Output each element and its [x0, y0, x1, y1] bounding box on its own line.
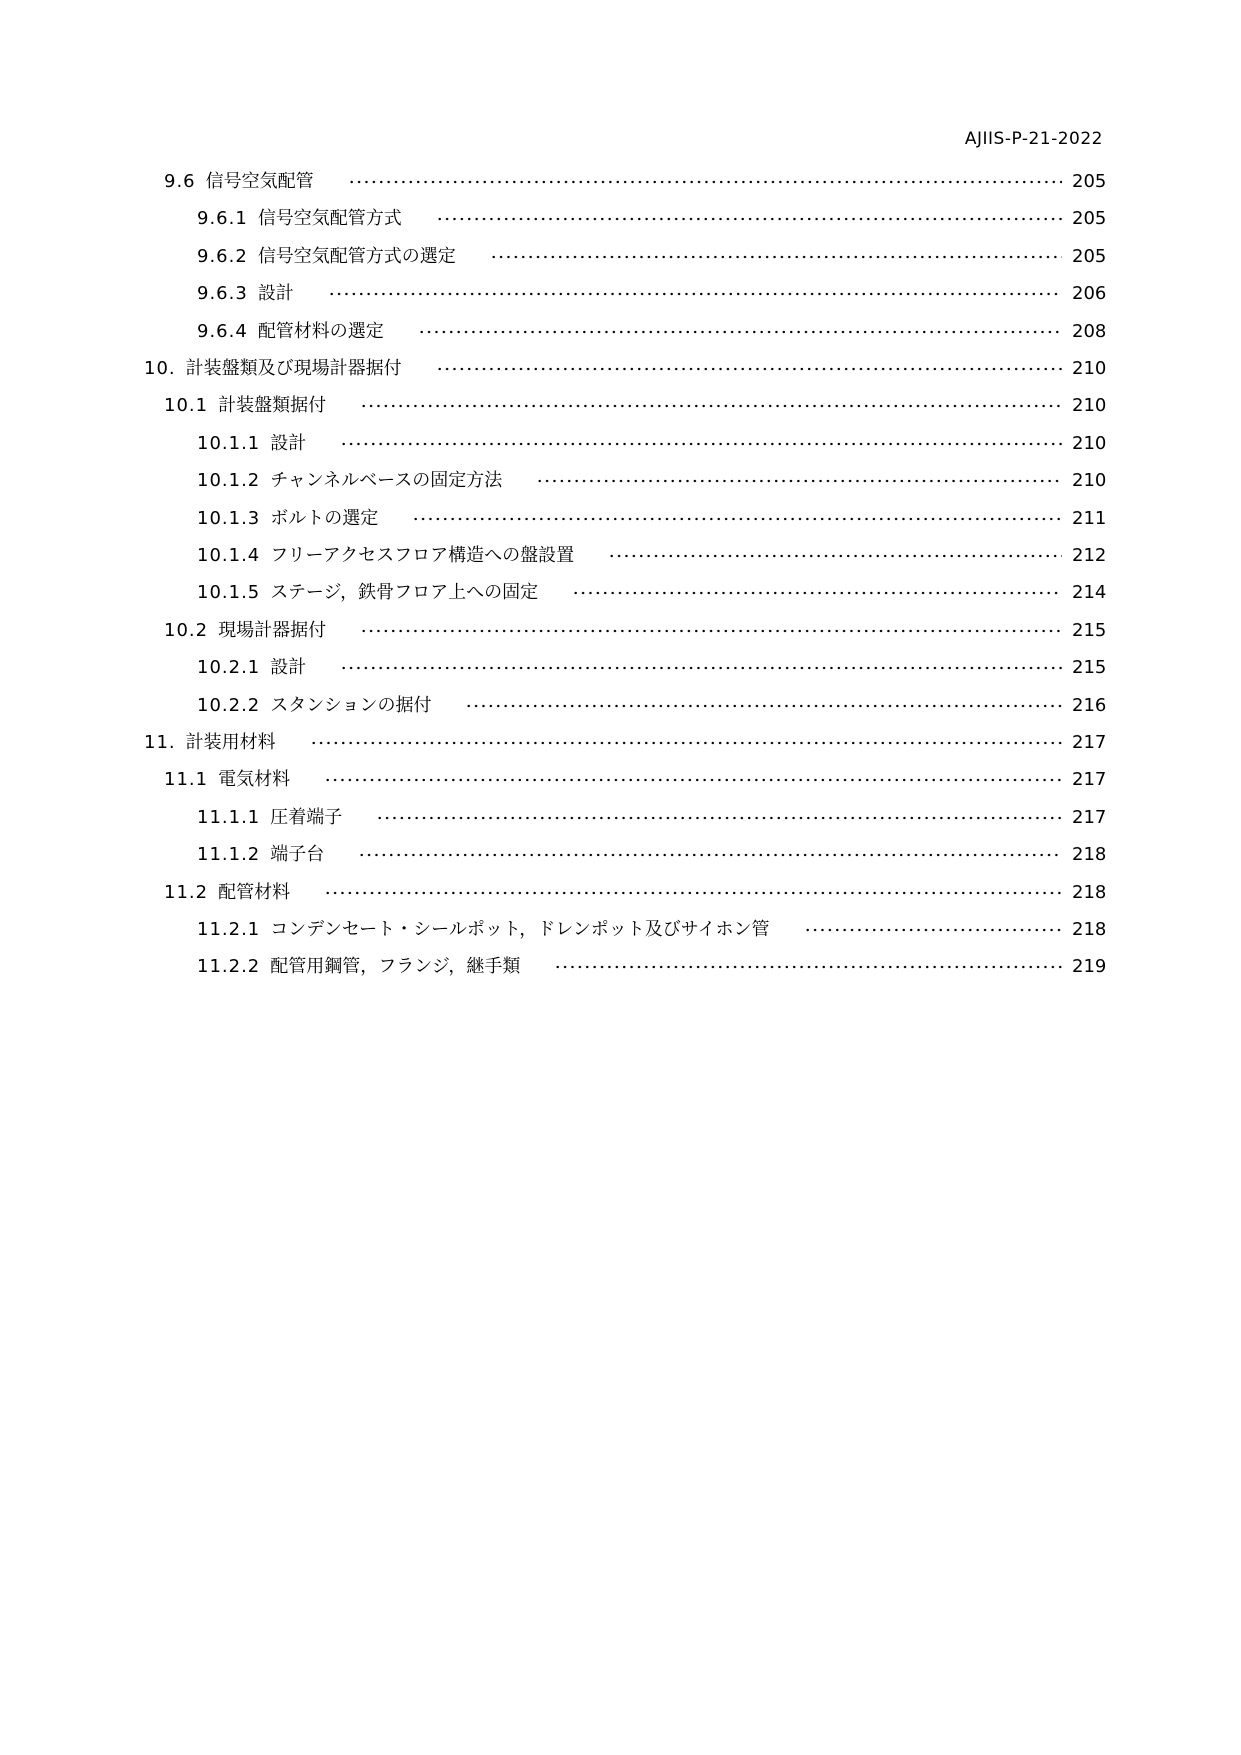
toc-entry-number: 10.1.4	[197, 545, 261, 566]
toc-entry-page: 217	[1072, 732, 1107, 753]
toc-entry-page: 219	[1072, 956, 1107, 977]
toc-dot-leader	[358, 843, 1062, 867]
toc-entry-number: 11.2	[164, 882, 209, 903]
toc-dot-leader	[340, 432, 1062, 456]
toc-entry-title: 設計	[270, 433, 307, 454]
toc-entry[interactable]	[197, 694, 1107, 718]
toc-entry[interactable]	[197, 320, 1107, 344]
toc-dot-leader	[465, 694, 1062, 718]
toc-dot-leader	[340, 656, 1062, 680]
toc-entry-page: 212	[1072, 545, 1107, 566]
toc-entry-title: 計装用材料	[185, 732, 276, 753]
toc-entry-number: 11.2.1	[197, 919, 261, 940]
toc-entry-page: 215	[1072, 620, 1107, 641]
toc-entry[interactable]	[197, 843, 1107, 867]
toc-entry[interactable]	[197, 245, 1107, 269]
toc-entry-page: 216	[1072, 695, 1107, 716]
toc-entry[interactable]	[197, 432, 1107, 456]
toc-entry-number: 10.2.1	[197, 657, 261, 678]
toc-entry-page: 211	[1072, 508, 1107, 529]
toc-entry-title: 端子台	[270, 844, 325, 865]
toc-entry-title: 配管材料の選定	[257, 321, 384, 342]
toc-entry-page: 205	[1072, 171, 1107, 192]
toc-dot-leader	[804, 918, 1063, 942]
toc-dot-leader	[360, 394, 1062, 418]
toc-entry-page: 206	[1072, 283, 1107, 304]
toc-entry[interactable]	[197, 207, 1107, 231]
toc-entry-number: 10.1.1	[197, 433, 261, 454]
toc-entry-title: 設計	[270, 657, 307, 678]
toc-entry[interactable]	[197, 282, 1107, 306]
toc-entry-page: 205	[1072, 246, 1107, 267]
toc-entry[interactable]	[197, 507, 1107, 531]
toc-entry[interactable]	[144, 731, 1107, 755]
toc-entry-number: 9.6.3	[197, 283, 248, 304]
toc-entry-title: 現場計器据付	[218, 620, 327, 641]
toc-entry[interactable]	[164, 394, 1107, 418]
toc-entry-page: 210	[1072, 395, 1107, 416]
toc-dot-leader	[324, 768, 1062, 792]
toc-entry[interactable]	[197, 918, 1107, 942]
toc-entry-title: 信号空気配管	[205, 171, 314, 192]
toc-entry[interactable]	[164, 619, 1107, 643]
document-id: AJIIS-P-21-2022	[964, 129, 1103, 149]
toc-entry[interactable]	[197, 469, 1107, 493]
toc-entry-page: 214	[1072, 582, 1107, 603]
toc-dot-leader	[412, 507, 1062, 531]
toc-dot-leader	[536, 469, 1062, 493]
toc-entry[interactable]	[197, 656, 1107, 680]
toc-entry-title: 配管用鋼管，フランジ，継手類	[270, 956, 521, 977]
toc-entry[interactable]	[144, 357, 1107, 381]
toc-entry-number: 10.1.5	[197, 582, 261, 603]
toc-dot-leader	[376, 806, 1062, 830]
toc-dot-leader	[324, 881, 1062, 905]
toc-entry[interactable]	[164, 768, 1107, 792]
toc-dot-leader	[490, 245, 1062, 269]
toc-dot-leader	[554, 955, 1062, 979]
toc-entry-title: コンデンセート・シールポット，ドレンポット及びサイホン管	[270, 919, 770, 940]
toc-entry-number: 10.2.2	[197, 695, 261, 716]
toc-entry-number: 10.1.2	[197, 470, 261, 491]
toc-entry-page: 210	[1072, 470, 1107, 491]
toc-entry[interactable]	[197, 581, 1107, 605]
toc-entry-page: 208	[1072, 321, 1107, 342]
toc-entry-number: 9.6.1	[197, 208, 248, 229]
toc-entry[interactable]	[197, 955, 1107, 979]
toc-entry-title: 信号空気配管方式の選定	[257, 246, 456, 267]
toc-entry-number: 10.	[144, 358, 176, 379]
toc-entry-title: フリーアクセスフロア構造への盤設置	[270, 545, 575, 566]
toc-entry[interactable]	[164, 170, 1107, 194]
toc-entry[interactable]	[197, 544, 1107, 568]
toc-entry-number: 11.2.2	[197, 956, 261, 977]
toc-entry-title: ボルトの選定	[270, 508, 379, 529]
toc-entry[interactable]	[197, 806, 1107, 830]
toc-entry-title: 計装盤類及び現場計器据付	[185, 358, 402, 379]
toc-dot-leader	[310, 731, 1062, 755]
toc-entry-title: 電気材料	[218, 769, 291, 790]
toc-entry-title: スタンションの据付	[270, 695, 432, 716]
toc-dot-leader	[348, 170, 1062, 194]
toc-entry-number: 11.1.1	[197, 807, 261, 828]
toc-entry-page: 217	[1072, 807, 1107, 828]
toc-entry-number: 11.	[144, 732, 176, 753]
toc-dot-leader	[436, 357, 1062, 381]
toc-entry-number: 9.6	[164, 171, 196, 192]
toc-entry-page: 205	[1072, 208, 1107, 229]
toc-entry-title: 計装盤類据付	[218, 395, 327, 416]
toc-entry[interactable]	[164, 881, 1107, 905]
toc-dot-leader	[436, 207, 1062, 231]
toc-entry-title: 圧着端子	[270, 807, 343, 828]
toc-dot-leader	[572, 581, 1062, 605]
toc-entry-title: 信号空気配管方式	[257, 208, 402, 229]
toc-entry-page: 215	[1072, 657, 1107, 678]
toc-entry-page: 210	[1072, 358, 1107, 379]
toc-entry-page: 218	[1072, 844, 1107, 865]
toc-entry-page: 218	[1072, 919, 1107, 940]
toc-entry-page: 210	[1072, 433, 1107, 454]
toc-entry-title: 設計	[257, 283, 294, 304]
toc-entry-title: チャンネルベースの固定方法	[270, 470, 503, 491]
toc-entry-title: 配管材料	[218, 882, 291, 903]
toc-dot-leader	[360, 619, 1062, 643]
toc-entry-page: 217	[1072, 769, 1107, 790]
toc-entry-page: 218	[1072, 882, 1107, 903]
toc-entry-number: 11.1	[164, 769, 209, 790]
toc-entry-number: 9.6.2	[197, 246, 248, 267]
toc-entry-title: ステージ，鉄骨フロア上への固定	[270, 582, 539, 603]
toc-entry-number: 11.1.2	[197, 844, 261, 865]
toc-dot-leader	[328, 282, 1062, 306]
toc-entry-number: 9.6.4	[197, 321, 248, 342]
toc-entry-number: 10.1	[164, 395, 209, 416]
toc-entry-number: 10.2	[164, 620, 209, 641]
toc-dot-leader	[608, 544, 1062, 568]
toc-dot-leader	[418, 320, 1062, 344]
toc-entry-number: 10.1.3	[197, 508, 261, 529]
